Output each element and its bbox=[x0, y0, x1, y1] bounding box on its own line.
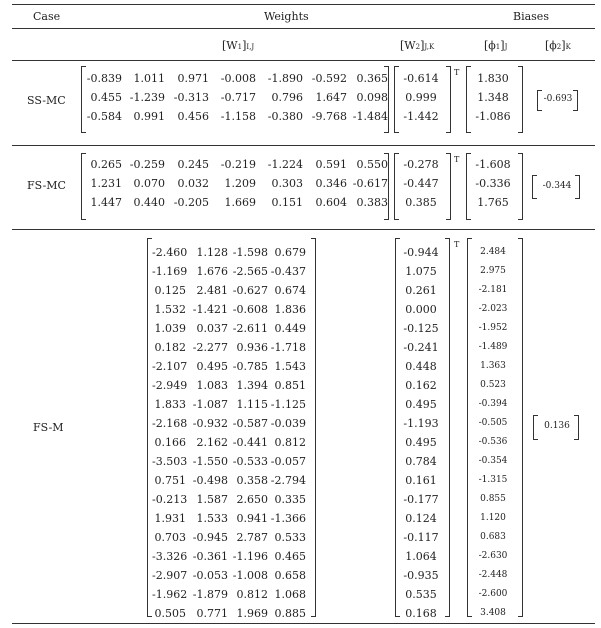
w1-matrix-fs-mc: 0.265 -0.259 0.245 -0.219 -1.224 0.591 0.550 1.231 0.070 0.032 1.209 0.303 0.346 -0.617 1.447 0.440 -0.205 1.669 0.151 0.604 0.383 bbox=[90, 158, 388, 209]
rule-header-mid bbox=[12, 28, 595, 29]
w1-matrix-fs-m: -2.460 1.128 -1.598 0.679 -1.169 1.676 -2.565 -0.437 0.125 2.481 -0.627 0.674 1.532 -1.421 -0.608 1.836 1.039 0.037 -2.611 0.449 0.182 -2.277 0.936 -1.718 -2.107 0.495 -0.785 1.543 -2.949 1.083 1.394 0.851 1.833 -1.087 1.115 -1.125 -2.168 -0.932 -0.587 -0.039 0.166 2.162 -0.441 0.812 -3.503 -1.550 -0.533 -0.057 0.751 -0.498 0.358 -2.794 -0.213 1.587 2.650 0.335 1.931 1.533 0.941 -1.366 0.703 -0.945 2.787 0.533 -3.326 -0.361 -1.196 0.465 -2.907 -0.053 -1.008 0.658 -1.962 -1.879 0.812 1.068 0.505 0.771 1.969 0.885 bbox=[152, 246, 306, 620]
header-w1: [W1]I,J bbox=[222, 39, 255, 52]
bracket-right bbox=[575, 175, 580, 199]
phi2-value-fs-mc: -0.344 bbox=[542, 181, 572, 191]
header-weights: Weights bbox=[264, 10, 309, 23]
bracket-right bbox=[518, 238, 523, 617]
phi2-value-ss-mc: -0.693 bbox=[543, 94, 573, 104]
header-phi1: [ϕ1]J bbox=[484, 39, 508, 52]
phi2-value-fs-m: 0.136 bbox=[544, 421, 570, 431]
bracket-right bbox=[445, 238, 450, 617]
transpose-mark: T bbox=[454, 68, 460, 77]
w2-vector-fs-m: -0.944 1.075 0.261 0.000 -0.125 -0.241 0.448 0.162 0.495 -1.193 0.495 0.784 0.161 -0.177 0.124 -0.117 1.064 -0.935 0.535 0.168 bbox=[403, 246, 439, 620]
header-phi2: [ϕ2]K bbox=[545, 39, 571, 52]
case-label-ss-mc: SS-MC bbox=[27, 94, 66, 107]
rule-after-fs-mc bbox=[12, 229, 595, 230]
w2-vector-fs-mc: -0.278 -0.447 0.385 bbox=[403, 158, 439, 209]
bracket-right bbox=[384, 153, 389, 220]
bracket-right bbox=[446, 66, 451, 133]
bracket-right bbox=[446, 153, 451, 220]
w2-vector-ss-mc: -0.614 0.999 -1.442 bbox=[403, 72, 439, 123]
rule-bottom bbox=[12, 623, 595, 624]
bracket-right bbox=[518, 66, 523, 133]
bracket-right bbox=[518, 153, 523, 220]
case-label-fs-m: FS-M bbox=[33, 421, 64, 434]
case-label-fs-mc: FS-MC bbox=[27, 179, 66, 192]
bracket-right bbox=[574, 415, 579, 440]
rule-header-bottom bbox=[12, 60, 595, 61]
header-biases: Biases bbox=[513, 10, 549, 23]
phi1-vector-fs-m: 2.484 2.975 -2.181 -2.023 -1.952 -1.489 1.363 0.523 -0.394 -0.505 -0.536 -0.354 -1.315 0.855 1.120 0.683 -2.630 -2.448 -2.600 3.408 bbox=[478, 247, 508, 618]
w1-matrix-ss-mc: -0.839 1.011 0.971 -0.008 -1.890 -0.592 0.365 0.455 -1.239 -0.313 -0.717 0.796 1.647 0.098 -0.584 0.991 0.456 -1.158 -0.380 -9.768 -1.484 bbox=[86, 72, 388, 123]
bracket-right bbox=[573, 90, 578, 111]
header-case: Case bbox=[33, 10, 61, 23]
phi1-vector-ss-mc: 1.830 1.348 -1.086 bbox=[475, 72, 511, 123]
bracket-right bbox=[311, 238, 316, 617]
header-w2: [W2]J,K bbox=[400, 39, 435, 52]
transpose-mark: T bbox=[454, 155, 460, 164]
rule-after-ss-mc bbox=[12, 145, 595, 146]
phi1-vector-fs-mc: -1.608 -0.336 1.765 bbox=[475, 158, 511, 209]
transpose-mark: T bbox=[454, 240, 460, 249]
rule-top bbox=[12, 4, 595, 5]
bracket-right bbox=[384, 66, 389, 133]
